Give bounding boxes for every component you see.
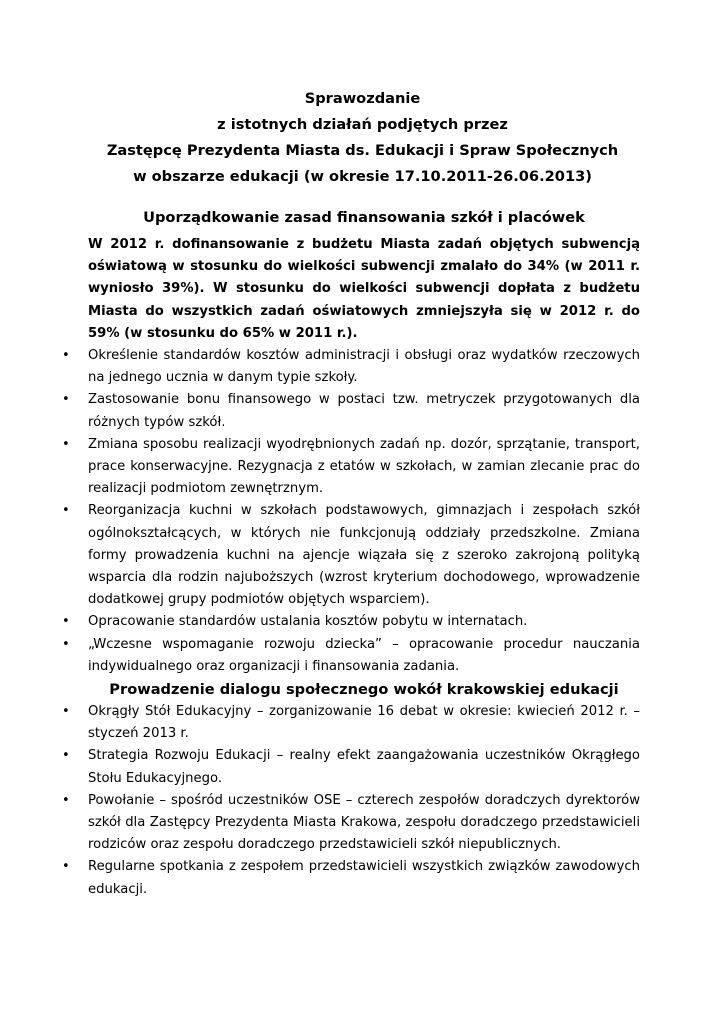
- report-title: [0, 86, 725, 190]
- list-item: [62, 345, 640, 389]
- list-item-text: Reorganizacja kuchni w szkołach podstawowych, gimnazjach i zespołach szkół ogólnokształcących, w których nie funkcjonują oddziały przedszkolne. Zmiana formy prowadzenia kuchni na ajencje wiązała się z szeroko zakrojoną polityką wsparcia dla rodzin najuboższych (wzrost kryterium dochodowego, wprowadzenie dodatkowej grupy podmiotów objętych wsparciem).: [88, 503, 640, 608]
- list-item: [62, 500, 640, 611]
- list-item: [62, 745, 640, 789]
- bullet-icon: •: [62, 436, 70, 452]
- bullet-icon: •: [62, 503, 70, 519]
- bullet-icon: •: [62, 348, 70, 364]
- bullet-icon: •: [62, 792, 70, 808]
- bullet-icon: •: [62, 392, 70, 408]
- list-item: [62, 611, 640, 633]
- section-1-list: [62, 345, 640, 678]
- title-line-2: z istotnych działań podjętych przez: [217, 116, 508, 133]
- list-item-text: Regularne spotkania z zespołem przedstawicieli wszystkich związków zawodowych edukacji.: [88, 859, 640, 897]
- list-item: [62, 856, 640, 900]
- list-item-text: Zmiana sposobu realizacji wyodrębnionych zadań np. dozór, sprzątanie, transport, prace konserwacyjne. Rezygnacja z etatów w szkołach, w zamian zlecanie prac do realizacji podmiotom zewnętrznym.: [88, 436, 640, 497]
- section-1-heading: Uporządkowanie zasad finansowania szkół i placówek: [143, 209, 585, 226]
- list-item-text: Strategia Rozwoju Edukacji – realny efekt zaangażowania uczestników Okrągłego Stołu Edukacyjnego.: [88, 748, 640, 786]
- title-line-3: Zastępcę Prezydenta Miasta ds. Edukacji i Spraw Społecznych: [106, 142, 619, 159]
- list-item: [62, 389, 640, 433]
- bullet-icon: •: [62, 748, 70, 764]
- section-2-list: [62, 701, 640, 901]
- title-line-1: Sprawozdanie: [304, 90, 421, 107]
- section-2-heading: Prowadzenie dialogu społecznego wokół krakowskiej edukacji: [109, 681, 619, 699]
- list-item: [62, 701, 640, 745]
- list-item-text: „Wczesne wspomaganie rozwoju dziecka” – opracowanie procedur nauczania indywidualnego oraz organizacji i finansowania zadania.: [88, 636, 640, 674]
- list-item-text: Okrągły Stół Edukacyjny – zorganizowanie 16 debat w okresie: kwiecień 2012 r. – styczeń 2013 r.: [88, 704, 640, 742]
- bullet-icon: •: [62, 636, 70, 652]
- report-body: [62, 208, 640, 901]
- title-line-4: w obszarze edukacji (w okresie 17.10.2011-26.06.2013): [133, 168, 592, 185]
- list-item: [62, 434, 640, 501]
- list-item-text: Zastosowanie bonu finansowego w postaci tzw. metryczek przygotowanych dla różnych typów szkół.: [88, 392, 640, 430]
- list-item-text: Powołanie – spośród uczestników OSE – czterech zespołów doradczych dyrektorów szkół dla Zastępcy Prezydenta Miasta Krakowa, zespołu doradczego przedstawicieli rodziców oraz zespołu doradczego przedstawicieli szkół niepublicznych.: [88, 792, 640, 853]
- list-item: [62, 790, 640, 857]
- bullet-icon: •: [62, 614, 70, 630]
- list-item: [62, 634, 640, 678]
- list-item-text: Określenie standardów kosztów administracji i obsługi oraz wydatków rzeczowych na jednego ucznia w danym typie szkoły.: [88, 348, 640, 386]
- bullet-icon: •: [62, 859, 70, 875]
- section-1-intro: W 2012 r. dofinansowanie z budżetu Miasta zadań objętych subwencją oświatową w stosunku do wielkości subwencji zmalało do 34% (w 2011 r. wyniosło 39%). W stosunku do wielkości subwencji dopłata z budżetu Miasta do wszystkich zadań oświatowych zmniejszyła się w 2012 r. do 59% (w stosunku do 65% w 2011 r.).: [88, 237, 640, 341]
- list-item-text: Opracowanie standardów ustalania kosztów pobytu w internatach.: [88, 614, 528, 630]
- bullet-icon: •: [62, 704, 70, 720]
